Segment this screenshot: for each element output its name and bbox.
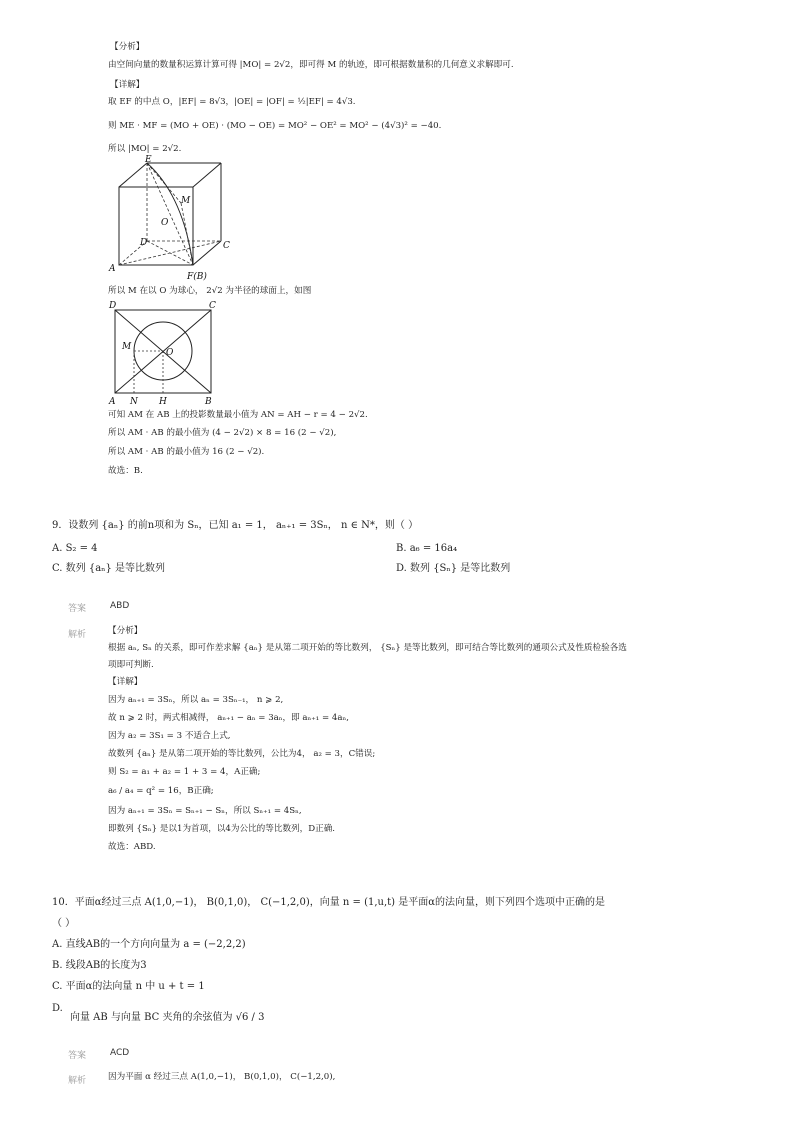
q9-option-c: C. 数列 {aₙ} 是等比数列	[52, 563, 166, 574]
cube-figure	[105, 155, 240, 285]
q10-option-c: C. 平面α的法向量 n 中 u + t = 1	[52, 981, 205, 992]
fig2-label-a: A	[109, 397, 116, 407]
fig2-label-n: N	[130, 397, 138, 407]
q9-analysis-7: 则 S₂ = a₁ + a₂ = 1 + 3 = 4，A正确;	[108, 767, 261, 777]
fenxi-text: 由空间向量的数量积运算计算可得 |MO| = 2√2，即可得 M 的轨迹，即可根据数量积的几何意义求解即可.	[108, 60, 514, 70]
step-line-4: 所以 M 在以 O 为球心， 2√2 为半径的球面上，如图	[108, 286, 312, 296]
q9-fenxi-tag: 【分析】	[108, 626, 143, 636]
fig1-label-m: M	[181, 196, 191, 206]
step-line-2: 则 ME · MF = (MO + OE) · (MO − OE) = MO² − OE² = MO² − (4√3)² = −40.	[108, 121, 442, 131]
square-circle-figure	[105, 298, 225, 408]
fig2-label-d: D	[109, 301, 117, 311]
q9-analysis-10: 即数列 {Sₙ} 是以1为首项，以4为公比的等比数列，D正确.	[108, 824, 336, 834]
q9-answer: ABD	[110, 601, 130, 611]
q9-option-a: A. S₂ = 4	[52, 543, 98, 554]
q9-analysis-6: 故数列 {aₙ} 是从第二项开始的等比数列，公比为4， a₂ = 3，C错误;	[108, 749, 376, 759]
fig2-label-o: O	[166, 348, 174, 358]
q9-analysis-4: 故 n ⩾ 2 时，两式相减得， aₙ₊₁ − aₙ = 3aₙ，即 aₙ₊₁ = 4aₙ,	[108, 713, 349, 723]
q9-option-b: B. a₆ = 16a₄	[396, 543, 458, 554]
q10-option-a: A. 直线AB的一个方向向量为 a = (−2,2,2)	[52, 939, 246, 950]
fig1-label-d: D	[140, 238, 148, 248]
q9-stem: 9．设数列 {aₙ} 的前n项和为 Sₙ，已知 a₁ = 1， aₙ₊₁ = 3Sₙ， n ∈ N*，则（ ）	[52, 520, 419, 531]
q9-analysis-9: 因为 aₙ₊₁ = 3Sₙ = Sₙ₊₁ − Sₙ，所以 Sₙ₊₁ = 4Sₙ,	[108, 806, 302, 816]
step-line-1: 取 EF 的中点 O，|EF| = 8√3，|OE| = |OF| = ½|EF| = 4√3.	[108, 97, 356, 107]
q10-option-d: 向量 AB 与向量 BC 夹角的余弦值为 √6 / 3	[70, 1012, 265, 1023]
q10-option-d-prefix: D.	[52, 1003, 63, 1014]
q9-analysis-2: 项即可判断.	[108, 660, 154, 670]
fig2-label-m: M	[122, 342, 132, 352]
q10-answer: ACD	[110, 1048, 130, 1058]
fig1-label-a: A	[109, 264, 116, 274]
q9-analysis-label: 解析	[68, 630, 87, 640]
q10-paren: （ ）	[52, 918, 76, 929]
fig1-label-e: E	[145, 155, 152, 165]
q9-analysis-11: 故选：ABD.	[108, 842, 156, 852]
q9-analysis-8: a₆ / a₄ = q² = 16，B正确;	[108, 786, 214, 796]
fig2-label-h: H	[159, 397, 167, 407]
q10-option-b: B. 线段AB的长度为3	[52, 960, 147, 971]
fig1-label-c: C	[223, 241, 230, 251]
step-line-3: 所以 |MO| = 2√2.	[108, 144, 182, 154]
q9-answer-label: 答案	[68, 604, 87, 614]
q9-analysis-5: 因为 a₂ = 3S₁ = 3 不适合上式,	[108, 731, 231, 741]
fig2-label-c: C	[209, 301, 216, 311]
q10-stem: 10．平面α经过三点 A(1,0,−1)， B(0,1,0)， C(−1,2,0)，向量 n = (1,u,t) 是平面α的法向量，则下列四个选项中正确的是	[52, 897, 606, 908]
q10-analysis-label: 解析	[68, 1076, 87, 1086]
q9-analysis-3: 因为 aₙ₊₁ = 3Sₙ，所以 aₙ = 3Sₙ₋₁， n ⩾ 2,	[108, 695, 284, 705]
xiangjie-tag: 【详解】	[110, 80, 145, 90]
fig1-label-f: F(B)	[187, 272, 207, 282]
q9-option-d: D. 数列 {Sₙ} 是等比数列	[396, 563, 511, 574]
q9-analysis-1: 根据 aₙ, Sₙ 的关系，即可作差求解 {aₙ} 是从第二项开始的等比数列， {Sₙ} 是等比数列，即可结合等比数列的通项公式及性质检验各选	[108, 643, 627, 653]
q10-answer-label: 答案	[68, 1051, 87, 1061]
q9-xiangjie-tag: 【详解】	[108, 677, 143, 687]
step-line-5: 可知 AM 在 AB 上的投影数量最小值为 AN = AH − r = 4 − 2√2.	[108, 410, 368, 420]
q10-analysis-1: 因为平面 α 经过三点 A(1,0,−1)， B(0,1,0)， C(−1,2,0),	[108, 1072, 336, 1082]
fig1-label-o: O	[161, 218, 169, 228]
fig2-label-b: B	[205, 397, 212, 407]
step-line-6: 所以 AM · AB 的最小值为 (4 − 2√2) × 8 = 16 (2 − √2),	[108, 428, 337, 438]
step-line-8: 故选：B.	[108, 466, 143, 476]
step-line-7: 所以 AM · AB 的最小值为 16 (2 − √2).	[108, 447, 265, 457]
fenxi-tag: 【分析】	[110, 42, 145, 52]
